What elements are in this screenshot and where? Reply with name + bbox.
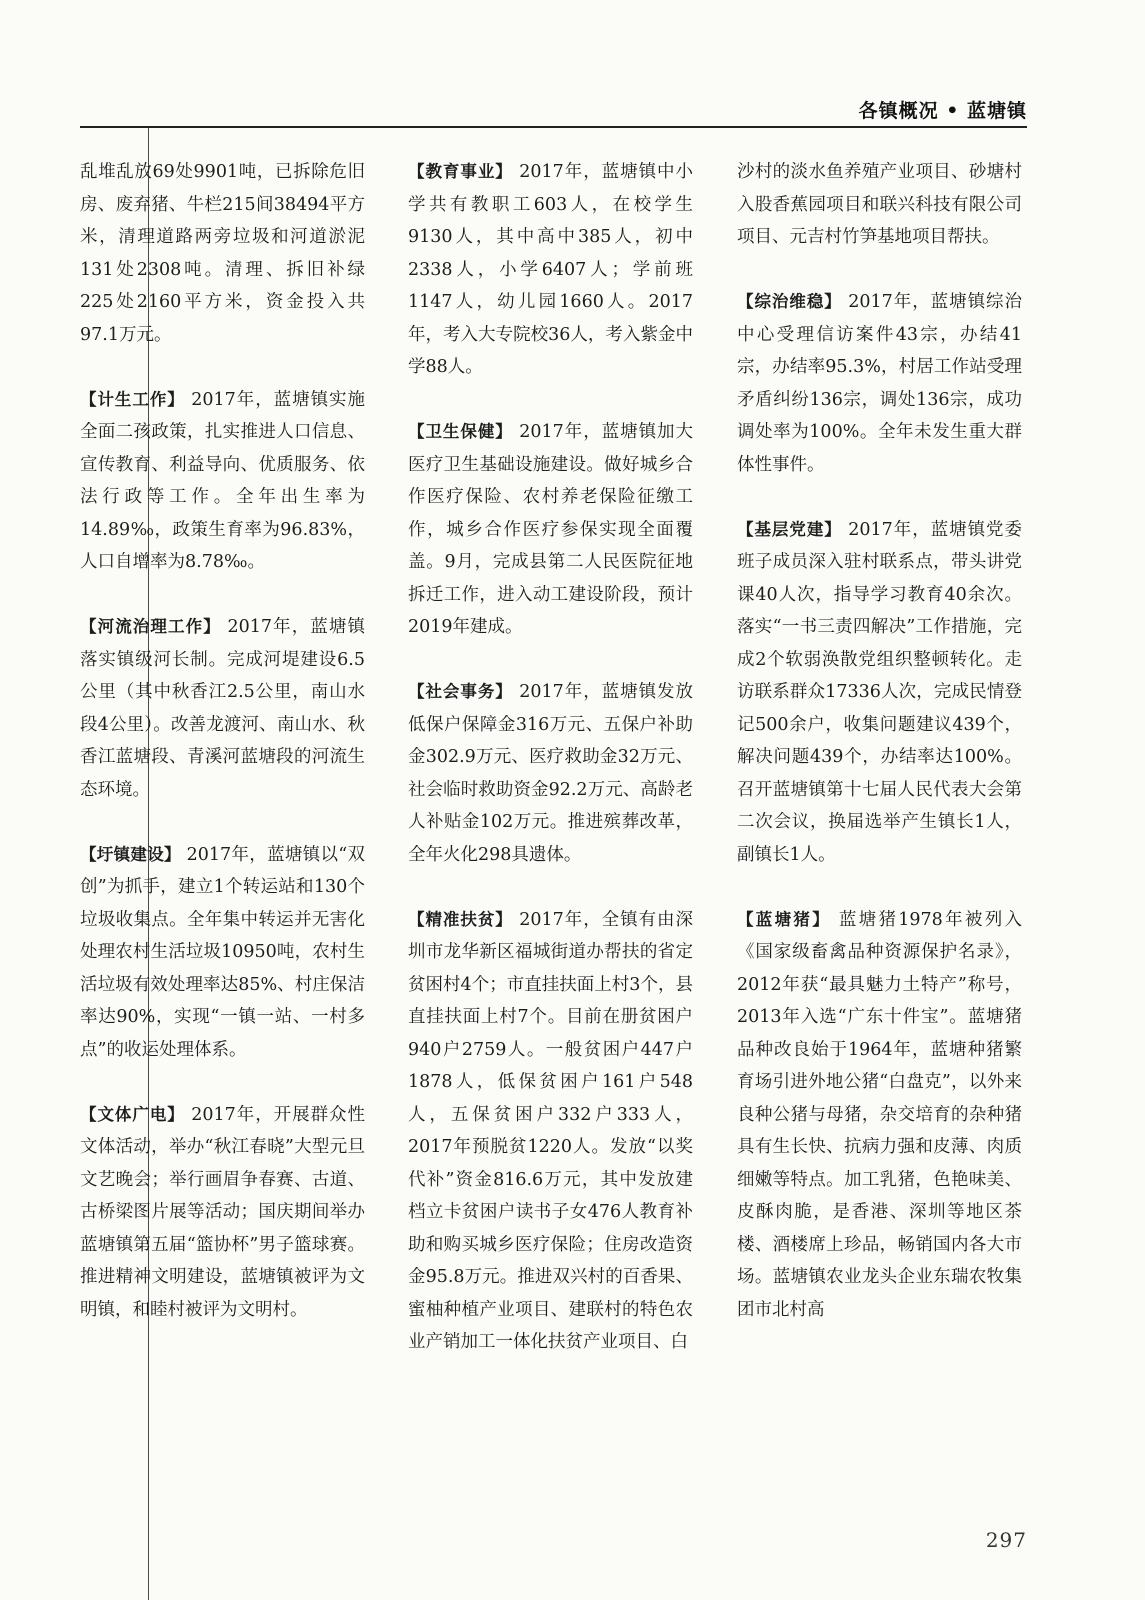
paragraph-text: 2017年，蓝塘镇发放低保户保障金316万元、五保户补助金302.9万元、医疗救助金32万元、社会临时救助资金92.2万元、高龄老人补贴金102万元。推进殡葬改革，全年火化298具遗体。 [408,682,694,865]
paragraph-text: 2017年，蓝塘镇落实镇级河长制。完成河堤建设6.5公里（其中秋香江2.5公里，南山水段4公里）。改善龙渡河、南山水、秋香江蓝塘段、青溪河蓝塘段的河流生态环境。 [80,617,365,800]
paragraph-health [408,416,693,644]
section-heading: 【计生工作】 [80,389,185,409]
paragraph-party-building [737,514,1022,872]
paragraph-education [408,156,693,384]
paragraph-continued-cleanup [80,156,365,351]
paragraph-text: 2017年，蓝塘镇以“双创”为抓手，建立1个转运站和130个垃圾收集点。全年集中转运并无害化处理农村生活垃圾10950吨，农村生活垃圾有效处理率达85%、村庄保洁率达90%，实现“一镇一站、一村多点”的收运处理体系。 [80,844,365,1060]
paragraph-text: 蓝塘猪1978年被列入《国家级畜禽品种资源保护名录》，2012年获“最具魅力土特产”称号，2013年入选“广东十件宝”。蓝塘猪品种改良始于1964年，蓝塘种猪繁育场引进外地公猪“白盘克”，以外来良种公猪与母猪，杂交培育的杂种猪具有生长快、抗病力强和皮薄、肉质细嫩等特点。加工乳猪，色艳味美、皮酥肉脆，是香港、深圳等地区茶楼、酒楼席上珍品，畅销国内各大市场。蓝塘镇农业龙头企业东瑞农牧集团市北村高 [737,909,1022,1320]
text-column-1 [80,156,365,1326]
paragraph-town-construction [80,839,365,1067]
paragraph-continued-poverty-projects [737,156,1022,254]
section-heading: 【卫生保健】 [408,422,513,441]
section-heading: 【综治维稳】 [737,292,842,311]
paragraph-social-affairs [408,676,693,871]
text-column-2 [408,156,693,1359]
paragraph-text: 沙村的淡水鱼养殖产业项目、砂塘村入股香蕉园项目和联兴科技有限公司项目、元吉村竹笋基地项目帮扶。 [737,162,1022,247]
paragraph-lantang-pig [737,904,1022,1327]
paragraph-text: 2017年，蓝塘镇中小学共有教职工603人，在校学生9130人，其中高中385人，初中2338人，小学6407人；学前班1147人，幼儿园1660人。2017年，考入大专院校36人，考入紫金中学88人。 [408,162,694,377]
paragraph-text: 2017年，蓝塘镇加大医疗卫生基础设施建设。做好城乡合作医疗保险、农村养老保险征缴工作，城乡合作医疗参保实现全面覆盖。9月，完成县第二人民医院征地拆迁工作，进入动工建设阶段，预计2019年建成。 [408,422,694,637]
section-heading: 【圩镇建设】 [80,844,181,864]
paragraph-text: 乱堆乱放69处9901吨，已拆除危旧房、废弃猪、牛栏215间38494平方米，清理道路两旁垃圾和河道淤泥131处2308吨。清理、拆旧补绿225处2160平方米，资金投入共97.1万元。 [80,162,365,345]
section-heading: 【精准扶贫】 [408,909,513,929]
page-number: 297 [985,1528,1027,1552]
paragraph-text: 2017年，开展群众性文体活动，举办“秋江春晓”大型元旦文艺晚会；举行画眉争春赛、古道、古桥梁图片展等活动；国庆期间举办蓝塘镇第五届“篮协杯”男子篮球赛。推进精神文明建设，蓝塘镇被评为文明镇，和睦村被评为文明村。 [80,1104,366,1320]
text-column-3 [737,156,1022,1326]
section-heading: 【教育事业】 [408,162,513,181]
section-heading: 【社会事务】 [408,682,513,701]
section-heading: 【蓝塘猪】 [737,909,831,929]
paragraph-public-security [737,286,1022,481]
paragraph-text: 2017年，蓝塘镇综治中心受理信访案件43宗，办结41宗，办结率95.3%，村居工作站受理矛盾纠纷136宗，调处136宗，成功调处率为100%。全年未发生重大群体性事件。 [737,292,1023,475]
section-heading: 【文体广电】 [80,1104,185,1124]
section-heading: 【河流治理工作】 [80,617,221,636]
header-rule [80,126,1027,128]
running-head: 各镇概况 • 蓝塘镇 [858,100,1027,122]
paragraph-poverty-alleviation [408,904,693,1359]
paragraph-text: 2017年，蓝塘镇实施全面二孩政策，扎实推进人口信息、宣传教育、利益导向、优质服务、依法行政等工作。全年出生率为14.89‰，政策生育率为96.83%，人口自增率为8.78‰。 [80,389,366,572]
paragraph-culture-sports [80,1099,365,1327]
section-heading: 【基层党建】 [737,519,842,539]
paragraph-text: 2017年，蓝塘镇党委班子成员深入驻村联系点，带头讲党课40人次，指导学习教育40余次。落实“一书三责四解决”工作措施，完成2个软弱涣散党组织整顿转化。走访联系群众17336人次，完成民情登记500余户，收集问题建议439个，解决问题439个，办结率达100%。召开蓝塘镇第十七届人民代表大会第二次会议，换届选举产生镇长1人，副镇长1人。 [737,519,1023,865]
paragraph-family-planning [80,384,365,579]
paragraph-text: 2017年，全镇有由深圳市龙华新区福城街道办帮扶的省定贫困村4个；市直挂扶面上村3个，县直挂扶面上村7个。目前在册贫困户940户2759人。一般贫困户447户1878人，低保贫困户161户548人，五保贫困户332户333人，2017年预脱贫1220人。发放“以奖代补”资金816.6万元，其中发放建档立卡贫困户读书子女476人教育补助和购买城乡医疗保险；住房改造资金95.8万元。推进双兴村的百香果、蜜柚种植产业项目、建联村的特色农业产销加工一体化扶贫产业项目、白 [408,909,694,1352]
paragraph-river-management [80,611,365,806]
